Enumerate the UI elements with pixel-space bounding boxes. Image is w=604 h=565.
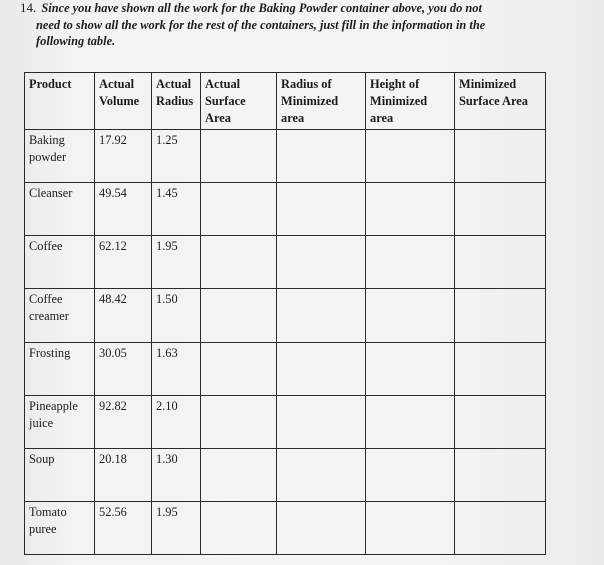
instruction-text [20,0,590,50]
table-row [25,289,546,342]
table-row [25,395,546,448]
height-min-cell[interactable] [366,501,455,554]
product-cell [25,448,95,501]
radius-min-cell[interactable] [277,501,366,554]
actual-radius-cell: 1.95 [152,236,201,289]
product-name-line: juice [29,415,54,430]
instruction-line-1-text: Since you have shown all the work for the Baking Powder container above, you do not [41,1,482,15]
product-name-line: Coffee [29,292,63,307]
instruction-line-2: need to show all the work for the rest of the containers, just fill in the information in the [36,17,486,32]
height-min-cell[interactable] [366,236,455,289]
header-line: Actual [99,77,135,91]
product-name-line: Baking [29,133,65,147]
header-line: Actual [205,77,241,91]
actual-volume-cell: 20.18 [95,448,152,501]
actual-radius-cell: 1.50 [152,289,201,342]
radius-min-cell[interactable] [277,130,366,183]
header-actual-radius [152,73,201,130]
header-line: Area [205,111,231,125]
header-radius-min-area [277,73,366,130]
header-line: Height of [370,77,420,91]
min-surface-area-cell[interactable] [455,130,546,183]
header-actual-volume [95,73,152,130]
table-row [25,448,546,501]
height-min-cell[interactable] [366,130,455,183]
radius-min-cell[interactable] [277,395,366,448]
min-surface-area-cell[interactable] [455,183,546,236]
header-line: Minimized [281,94,339,108]
product-name-line: Pineapple [29,398,78,413]
radius-min-cell[interactable] [277,342,366,395]
header-line: Surface Area [459,94,528,108]
header-line: Radius [156,94,194,108]
header-line: Minimized [370,94,428,108]
header-line: area [370,111,394,125]
actual-surface-area-cell[interactable] [201,183,277,236]
actual-surface-area-cell[interactable] [201,130,277,183]
product-name-line: Coffee [29,239,63,254]
actual-volume-cell: 17.92 [95,130,152,183]
product-cell [25,501,95,554]
height-min-cell[interactable] [366,448,455,501]
product-name-line: powder [29,150,67,164]
header-line: area [281,111,305,125]
product-cell [25,236,95,289]
radius-min-cell[interactable] [277,289,366,342]
header-product [25,73,95,130]
table-row [25,236,546,289]
instruction-line-1 [20,0,590,17]
actual-radius-cell: 1.45 [152,183,201,236]
min-surface-area-cell[interactable] [455,448,546,501]
height-min-cell[interactable] [366,395,455,448]
actual-surface-area-cell[interactable] [201,501,277,554]
actual-volume-cell: 49.54 [95,183,152,236]
header-line: Product [29,77,72,91]
product-name-line: puree [29,521,57,536]
product-cell [25,183,95,236]
radius-min-cell[interactable] [277,183,366,236]
header-line: Actual [156,77,192,91]
header-line: Surface [205,94,246,108]
table-row [25,342,546,395]
actual-radius-cell: 1.30 [152,448,201,501]
actual-radius-cell: 1.25 [152,130,201,183]
actual-surface-area-cell[interactable] [201,395,277,448]
question-number: 14. [20,0,37,15]
radius-min-cell[interactable] [277,236,366,289]
product-name-line: creamer [29,309,69,324]
actual-volume-cell: 30.05 [95,342,152,395]
actual-radius-cell: 1.63 [152,342,201,395]
actual-surface-area-cell[interactable] [201,236,277,289]
actual-surface-area-cell[interactable] [201,342,277,395]
product-name-line: Frosting [29,345,71,360]
table-row [25,130,546,183]
table-row [25,183,546,236]
actual-volume-cell: 62.12 [95,236,152,289]
actual-volume-cell: 48.42 [95,289,152,342]
min-surface-area-cell[interactable] [455,289,546,342]
instruction-line-3: following table. [36,34,116,48]
height-min-cell[interactable] [366,183,455,236]
product-name-line: Cleanser [29,186,73,201]
product-cell [25,130,95,183]
min-surface-area-cell[interactable] [455,501,546,554]
actual-volume-cell: 52.56 [95,501,152,554]
actual-radius-cell: 2.10 [152,395,201,448]
container-data-table [24,72,546,555]
header-min-surface-area [455,73,546,130]
table-header-row [25,73,546,130]
table-row [25,501,546,554]
header-line: Minimized [459,77,517,91]
actual-surface-area-cell[interactable] [201,289,277,342]
min-surface-area-cell[interactable] [455,395,546,448]
actual-radius-cell: 1.95 [152,501,201,554]
product-cell [25,289,95,342]
product-cell [25,395,95,448]
table-body [25,130,546,555]
min-surface-area-cell[interactable] [455,236,546,289]
product-cell [25,342,95,395]
header-line: Volume [99,94,140,108]
min-surface-area-cell[interactable] [455,342,546,395]
product-name-line: Soup [29,451,55,466]
actual-volume-cell: 92.82 [95,395,152,448]
height-min-cell[interactable] [366,289,455,342]
header-line: Radius of [281,77,332,91]
header-height-min-area [366,73,455,130]
actual-surface-area-cell[interactable] [201,448,277,501]
header-actual-surface-area [201,73,277,130]
radius-min-cell[interactable] [277,448,366,501]
height-min-cell[interactable] [366,342,455,395]
product-name-line: Tomato [29,504,67,519]
